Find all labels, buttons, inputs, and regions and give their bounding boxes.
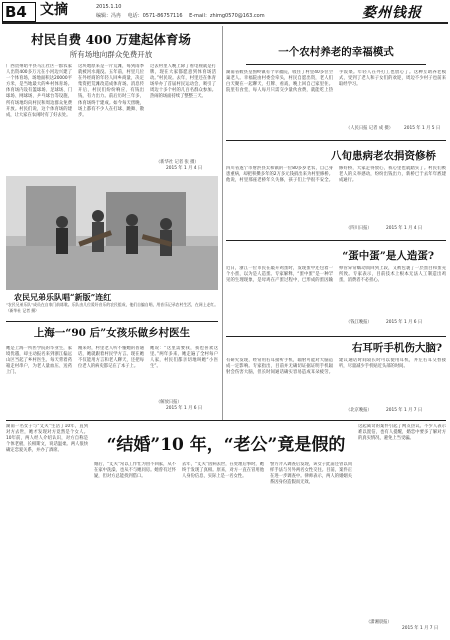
article-phone-brain [226,338,446,418]
article-title: 上海一“90 后”女孩乐做乡村医生 [33,327,191,339]
article-column: 她是上海一所医学院的毕业生，家境优越，却主动报名来到浙江偏远山区当起了乡村医生。每天背着药箱走村串户，为老人量血压、送药上门。 [6,346,72,376]
photo-illustration [6,176,218,290]
issue-date: 2015.1.10 [96,4,122,10]
article-date: 2015 年 1 月 7 日 [402,626,439,631]
article-column: 广西贺州昭平县马江社区一群农家人出资400多万元在小河边兴建了一个体育场，场地面积达20000平方米，是当地最大的乡村体育场。体育场内设有篮球场、足球场、门球场、网球场、乒乓球台等设施，所有场地均向村民和周边群众免费开放。村民们说，这个体育场的建成，让大家在农闲时有了好去处。 [6,64,72,118]
article-date: 2015 年 1 月 5 日 [404,126,441,131]
article-byline: （潇湘晨报） [366,620,392,625]
article-title: 一个农村养老的幸福模式 [278,46,394,58]
article-column: 过去村里人晚上除了看电视就是打牌，现在大家都愿意到体育场活动。”村民说。去年，村里还在体育场举办了首届村民运动会，吸引了周边十多个村的几百名群众参加。热闹的场面持续了整整三天。 [150,64,216,100]
article-column: 她说：“这里需要我，我也喜欢这里。”两年多来，她走遍了全村每户人家，村民们都亲切地叫她“小医生”。 [150,346,218,370]
photo-caption: “农民兄弟乐队”成员在自家门前练歌。乐队由几位爱好音乐的农民组成，他们自编自唱，用音乐记录农村生活，在网上走红。（新华社 记者 摄） [6,302,218,313]
article-90s-rural-doctor [6,324,218,416]
divider [6,321,218,322]
article-title: “蛋中蛋”是人造蛋? [342,250,434,262]
article-byline: （钱江晚报） [346,320,372,325]
column-divider [222,26,223,420]
article-date: 2015 年 1 月 4 日 [386,226,423,231]
article-title: “结婚”10 年，“老公”竟是假的 [106,435,346,455]
page-code: B4 [5,3,27,21]
article-elderly-care [226,28,446,138]
article-byline: （人民日报 记者 成 摄） [346,126,394,131]
article-bridge-donation [226,142,446,238]
article-column: 警方介入调查后发现，该女子此前还曾以同样手法与另外两名女性交往。目前，案件正在进一步调查中。律师表示，两人的婚姻关系因身份造假而无效。 [270,462,352,486]
divider [226,240,446,241]
article-body: 湖南省攸县皇图岭镇有个幸福院，收住了村里40多位空巢老人。幸福院由村委会牵头，村民自愿出资，老人们白天聚在一起聊天、打牌、看戏，晚上回自己家里住。院里有食堂，每人每月只需交少量伙食费，就能吃上热乎饭菜。年轻人在外打工也放心了。这种互助养老模式，受到了老人和子女们的欢迎，周边不少村子也前来取经学习。 [226,70,446,94]
photo-band-image [6,176,218,290]
article-body: 四川省遂宁市射洪县太和镇的一位80多岁老农，自己身患重病，却把积攒多年的2万多元钱捐出来为村里修桥。他说，村里那座老桥年久失修，孩子们上学很不安全。修好桥，大家走得放心，我心里也就踏实了。村民们被老人的义举感动，纷纷出钱出力，新桥已于去年年底建成通行。 [226,166,446,184]
article-date: 2015 年 1 月 7 日 [386,408,423,413]
article-body: 近日，浙江一位市民在敲开鸡蛋时，发现蛋中还包着一个小蛋，以为是人造蛋。专家解释，“蛋中蛋”是一种罕见的生理现象，是母鸡在产蛋过程中，已形成的蛋因输卵管异常蠕动而回到上段，又被包裹了一层蛋白和蛋壳所致。专家表示，目前技术上根本无法人工制造出鸡蛋，消费者不必担心。 [226,266,446,284]
article-column: 湖南一名女子与“丈夫”生活了10年，直到对方去世，她才发现对方竟然是个女人。10年前，两人经人介绍认识，对方自称是个体老板，长相斯文，说话温柔。两人很快确定恋爱关系，并办了酒席。 [6,424,88,454]
photo-title: 农民兄弟乐队唱“新版”连红 [14,292,112,302]
divider [226,140,446,141]
article-column: 婚后，“丈夫”常以工作忙为由不回家，从不在家中洗澡，也从不与她同房。她曾有过怀疑，但对方总能找到借口。 [94,462,176,480]
article-date: 2015 年 1 月 4 日 [166,166,203,171]
paper-logo: 婺州钱报 [362,5,422,21]
article-column: 这起离奇的案件引起了网友热议。不少人表示难以置信，也有人提醒，婚恋中要多了解对方的真实情况，避免上当受骗。 [358,424,446,442]
title-rule [246,64,426,65]
article-date: 2015 年 1 月 6 日 [386,320,423,325]
editor-info: 编辑：冯冉 电话：0571-86757116 E-mail：zhimg0570@163.com [96,13,265,19]
article-byline: （新华社 记者 张 摄） [156,160,199,165]
article-title: 八旬患病老农捐资修桥 [331,150,436,162]
article-column: 这块地原来是一片荒滩，每到雨季就被河水淹没。五年前，村里几位在外经商的年轻人回乡商量，决定集资把荒滩改造成体育场。消息传开后，村民们纷纷响应，有钱出钱，有力出力。前后历时三年多，体育场终于建成。如今每天傍晚，场上都有不少人在打球、跳舞、散步。 [78,64,144,118]
article-egg-in-egg [226,242,446,334]
article-body: 有研究发现，经常用右耳接听手机，辐射可能对大脑造成一定影响。专家指出，目前并无确切证据证明手机辐射会伤害大脑，但长时间通话确实容易造成耳朵疲劳。建议通话时间较长时可以使用耳机，并左右耳交替接听，尽量减少手机贴近头部的时间。 [226,358,446,376]
article-title: 右耳听手机伤大脑? [351,342,442,354]
article-byline: （四川日报） [346,226,372,231]
masthead-rule [2,22,448,24]
article-subtitle: 所有场地向群众免费开放 [69,50,153,59]
page-badge [2,2,36,22]
article-fake-husband [6,424,446,636]
article-byline: （解放日报） [156,400,182,405]
article-byline: （北京晚报） [346,408,372,413]
section-name: 文摘 [40,2,68,18]
article-column: 刚来时，村里老人听不懂她的普通话，她就跟着村民学方言。现在她不仅能用方言和老人聊天，还把每位老人的病史都记在了本子上。 [78,346,144,370]
article-village-stadium [6,26,216,174]
divider [226,336,446,337]
article-column: 去年，“丈夫”因病去世，在处理后事时，她终于发现了真相。原来，对方一直在冒用他人身份信息，实际上是一名女性。 [182,462,264,480]
article-date: 2015 年 1 月 6 日 [166,406,203,411]
bottom-divider [6,420,446,421]
article-title: 村民自费 400 万建起体育场 [31,32,191,47]
